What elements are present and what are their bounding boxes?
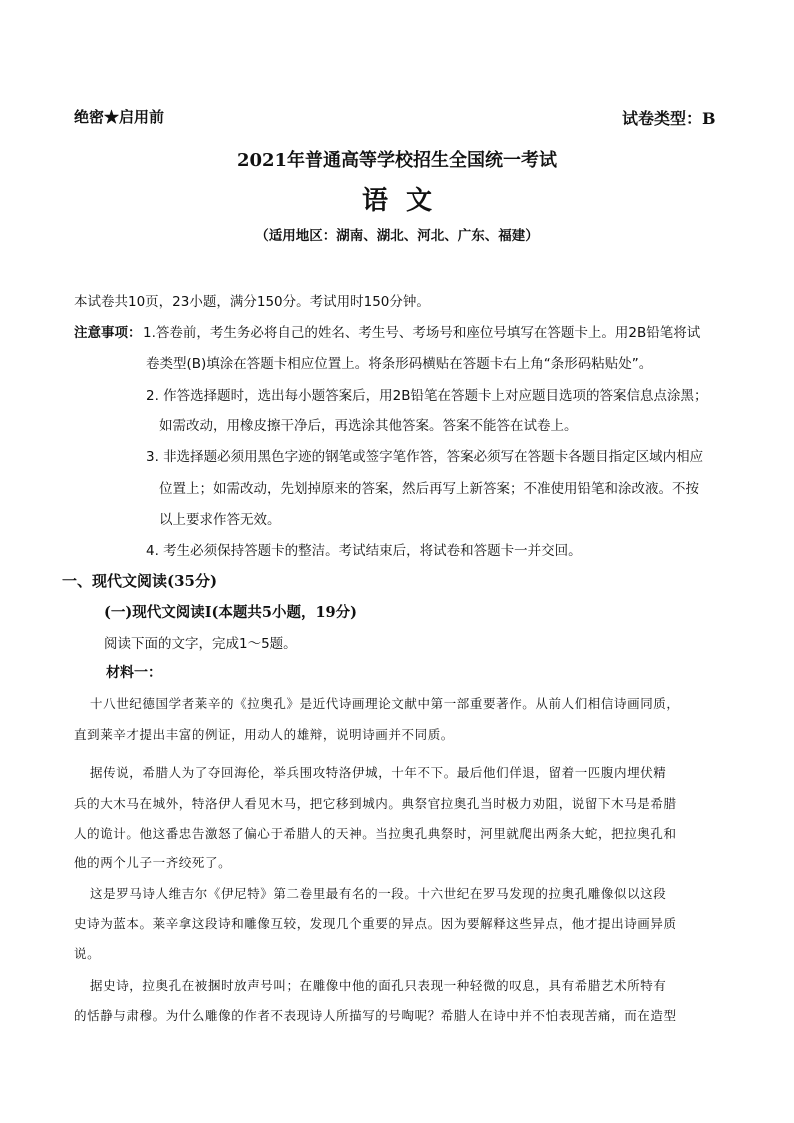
note-1-line-2: 卷类型(B)填涂在答题卡相应位置上。将条形码横贴在答题卡右上角“条形码粘贴处”。 (146, 356, 653, 372)
passage-line: 人的诡计。他这番忠告激怒了偏心于希腊人的天神。当拉奥孔典祭时，河里就爬出两条大蛇，把拉奥孔和 (74, 826, 677, 841)
section-subheading: (一)现代文阅读Ⅰ(本题共5小题，19分) (104, 604, 357, 621)
section-heading: 一、现代文阅读(35分) (62, 572, 218, 590)
exam-title: 2021年普通高等学校招生全国统一考试 (236, 150, 558, 171)
notes-label: 注意事项： (74, 325, 142, 341)
note-4-line-1: 4. 考生必须保持答题卡的整洁。考试结束后，将试卷和答题卡一并交回。 (146, 543, 582, 559)
passage-line: 兵的大木马在城外，特洛伊人看见木马，把它移到城内。典祭官拉奥孔当时极力劝阻，说留下木马是希腊 (74, 796, 677, 811)
material-label: 材料一： (106, 665, 162, 681)
note-1-line-1: 1.答卷前，考生务必将自己的姓名、考生号、考场号和座位号填写在答题卡上。用2B铅笔将试 (143, 325, 701, 341)
passage-line: 的恬静与肃穆。为什么雕像的作者不表现诗人所描写的号啕呢？希腊人在诗中并不怕表现苦痛，而在造型 (74, 1008, 677, 1023)
passage-line: 史诗为蓝本。莱辛拿这段诗和雕像互较，发现几个重要的异点。因为要解释这些异点，他才提出诗画异质 (74, 916, 677, 931)
note-2-line-2: 如需改动，用橡皮擦干净后，再选涂其他答案。答案不能答在试卷上。 (159, 418, 578, 434)
passage-line: 这是罗马诗人维吉尔《伊尼特》第二卷里最有名的一段。十六世纪在罗马发现的拉奥孔雕像似以这段 (90, 886, 667, 901)
passage-line: 据传说，希腊人为了夺回海伦，举兵围攻特洛伊城，十年不下。最后他们佯退，留着一匹腹内埋伏精 (90, 765, 667, 780)
exam-intro: 本试卷共10页，23小题，满分150分。考试用时150分钟。 (74, 294, 430, 310)
reading-instruction: 阅读下面的文字，完成1～5题。 (104, 636, 297, 652)
confidential-mark: 绝密★启用前 (74, 108, 165, 126)
passage-line: 直到莱辛才提出丰富的例证，用动人的雄辩，说明诗画并不同质。 (74, 727, 454, 742)
note-3-line-3: 以上要求作答无效。 (159, 512, 281, 528)
note-3-line-2: 位置上；如需改动，先划掉原来的答案，然后再写上新答案；不准使用铅笔和涂改液。不按 (159, 481, 699, 497)
passage-line: 说。 (74, 946, 101, 961)
note-2-line-1: 2. 作答选择题时，选出每小题答案后，用2B铅笔在答题卡上对应题目选项的答案信息点涂黑； (146, 388, 708, 404)
note-3-line-1: 3. 非选择题必须用黑色字迹的钢笔或签字笔作答，答案必须写在答题卡各题目指定区域内相应 (146, 449, 704, 465)
passage-line: 据史诗，拉奥孔在被捆时放声号叫；在雕像中他的面孔只表现一种轻微的叹息，具有希腊艺术所特有 (90, 978, 667, 993)
subject-title: 语 文 (361, 186, 433, 216)
passage-line: 十八世纪德国学者莱辛的《拉奥孔》是近代诗画理论文献中第一部重要著作。从前人们相信诗画同质， (90, 696, 680, 711)
passage-line: 他的两个儿子一齐绞死了。 (74, 855, 232, 870)
applicable-regions: （适用地区：湖南、湖北、河北、广东、福建） (255, 228, 539, 244)
paper-type: 试卷类型：B (622, 109, 716, 128)
